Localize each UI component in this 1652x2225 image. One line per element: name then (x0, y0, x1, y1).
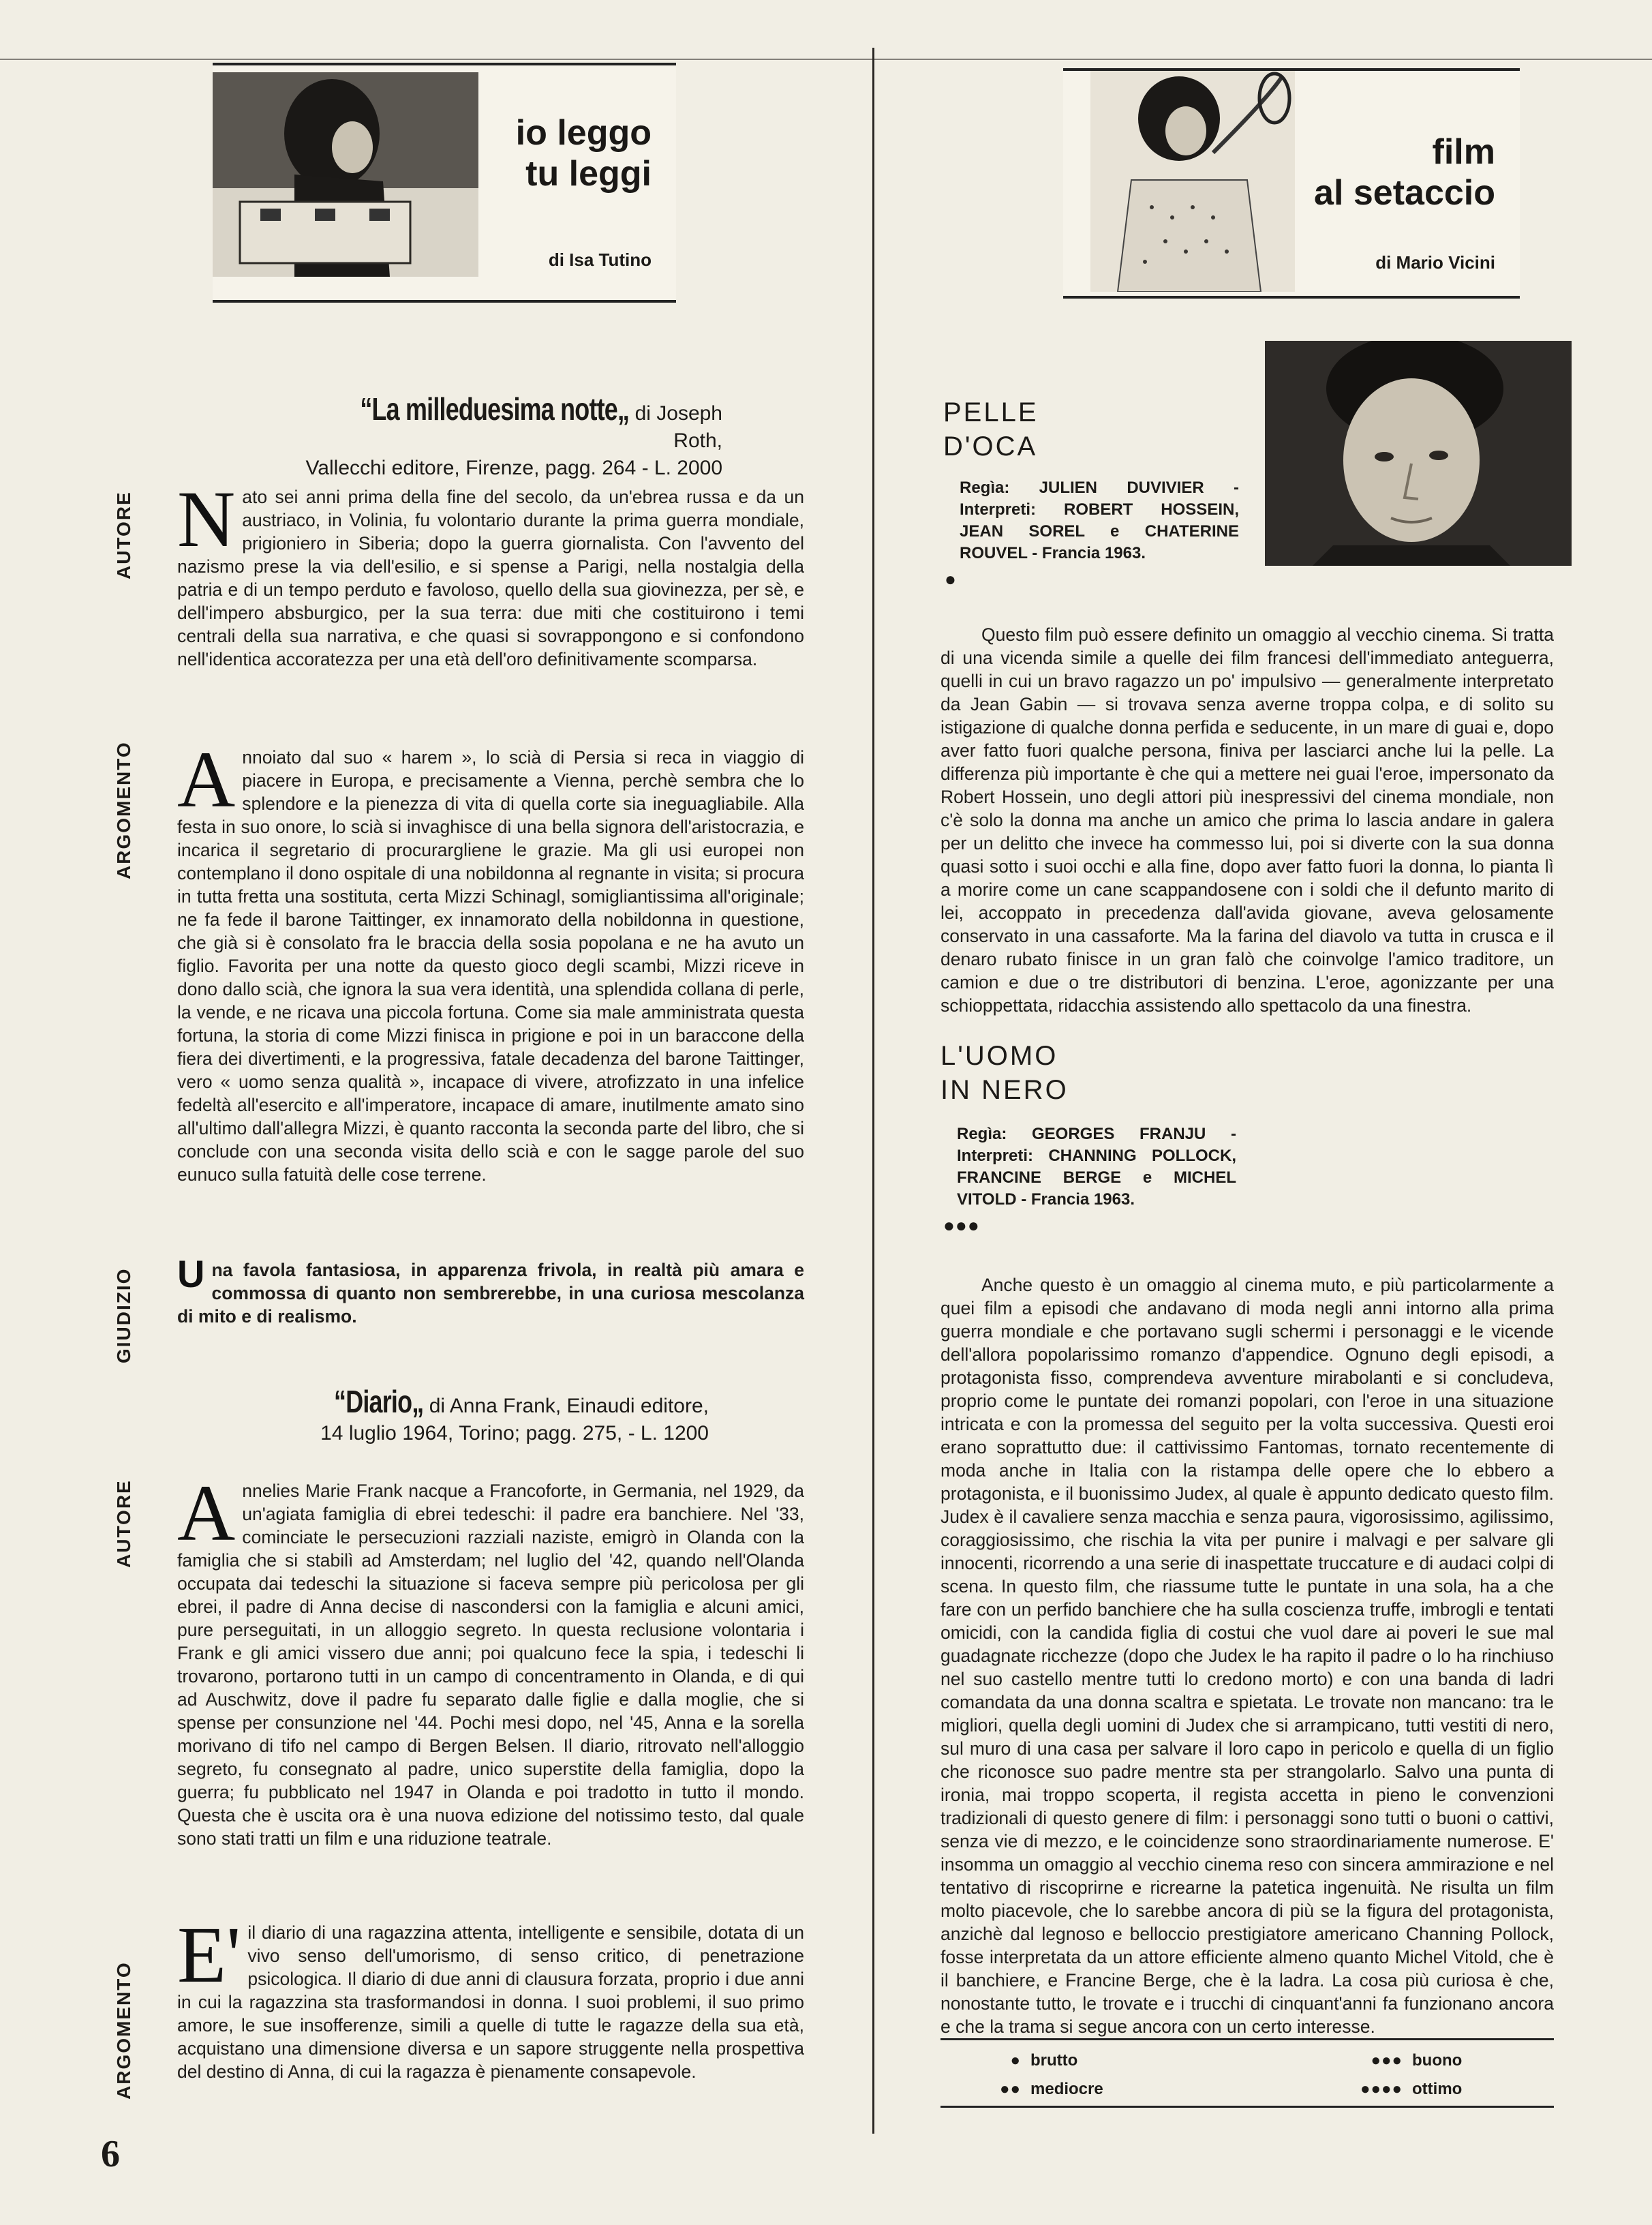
label-autore-1: AUTORE (113, 491, 134, 579)
book2-meta1: di Anna Frank, Einaudi editore, (423, 1395, 709, 1417)
book2-title-block (232, 1384, 709, 1447)
film2-title-line2: IN NERO (940, 1075, 1069, 1105)
book1-argomento-text: nnoiato dal suo « harem », lo scià di Persia si reca in viaggio di piacere in Europa, e precisamente a Vienna, perchè sembra che lo splendore e la pienezza di vita di quella corte sia ineguagliabile. Alla festa in suo onore, lo scià si invaghisce di una bella signora dell'aristocrazia, e incarica il segretario di procurargliene le grazie. Ma gli usi europei non contemplano il dono ospitale di una nobildonna al regnante in visita; si procura in tutta fretta una sostituta, certa Mizzi Schinagl, somigliantissima all'originale; ne fa fede il barone Taittinger, ex innamorato della nobildonna in questione, che già si è consolato fra le braccia della sosia popolana e ne ha avuto un figlio. Favorita per una notte da questo gioco degli scambi, Mizzi riceve in dono dallo scià, che ignora la sua vera identità, una splendida collana di perle, la vende, e ne ricava una piccola fortuna. Come sia male amministrata questa fortuna, la storia di come Mizzi finisca in prigione e poi in un baraccone della fiera dei divertimenti, e la progressiva, fatale decadenza del barone Taittinger, vero « uomo senza qualità », incapace di vivere, atrofizzato in una infelice fedeltà all'esercito e all'imperatore, incapace di amare, inutilmente amato sino all'ultimo dall'allegra Mizzi, è quanto racconta la seconda parte del libro, che si conclude con una seconda visita dello scià e con le sagge parole del suo eunuco sulla fatuità delle cose terrene. (177, 747, 804, 1185)
legend-item-brutto (968, 2051, 1077, 2070)
film1-title-line2: D'OCA (943, 432, 1038, 461)
label-autore-2: AUTORE (113, 1479, 134, 1568)
right-header-title-line2: al setaccio (1314, 172, 1495, 213)
label-argomento-2: ARGOMENTO (113, 1961, 134, 2100)
film1-credits: Regìa: JULIEN DUVIVIER - Interpreti: ROBERT HOSSEIN, JEAN SOREL e CHATERINE ROUVEL - Francia 1963. (960, 479, 1239, 562)
film-photo (1090, 71, 1295, 292)
film1-title-line1: PELLE (943, 397, 1039, 427)
reader-photo (213, 72, 478, 277)
book1-giudizio-text: na favola fantasiosa, in apparenza frivola, in realtà più amara e commossa di quanto non sembrerebbe, in una curiosa mescolanza di mito e di realismo. (177, 1260, 804, 1327)
right-header-box (1063, 68, 1520, 299)
book2-autore-paragraph (177, 1468, 804, 1850)
left-header-title-line2: tu leggi (525, 153, 652, 194)
rating-legend (940, 2038, 1554, 2108)
page-number: 6 (101, 2133, 120, 2175)
right-header-byline: di Mario Vicini (1375, 252, 1495, 273)
film1-title (943, 395, 1039, 464)
legend-item-ottimo (1349, 2080, 1462, 2099)
book1-autore-dropcap: N (177, 474, 236, 564)
legend-item-buono (1349, 2051, 1462, 2070)
label-giudizio-1: GIUDIZIO (113, 1267, 134, 1363)
legend-item-mediocre (968, 2080, 1103, 2099)
book1-title: “La milleduesima notte„ (360, 391, 630, 427)
reader-photo-image (213, 72, 478, 277)
book1-autore-paragraph (177, 474, 804, 671)
left-header-byline: di Isa Tutino (548, 249, 652, 270)
book2-argomento-paragraph (177, 1910, 804, 2083)
book1-title-block (232, 391, 722, 482)
legend-label-brutto: brutto (1030, 2051, 1078, 2070)
legend-dots-ottimo: ●●●● (1360, 2080, 1403, 2098)
book2-autore-text: nnelies Marie Frank nacque a Francoforte, in Germania, nel 1929, da un'agiata famiglia di ebrei tedeschi: il padre era banchiere. Nel '33, cominciate le persecuzioni razziali naziste, emigrò in Olanda con la famiglia che si stabilì ad Amsterdam; nel luglio del '42, quando nell'Olanda occupata dai tedeschi la situazione si faceva sempre più pericolosa per gli ebrei, il padre di Anna decise di nascondersi con la famiglia e alcuni amici, pure perseguitati, in un alloggio segreto. In questa reclusione volontaria i Frank e gli amici vissero due anni; poi qualcuno fece la spia, i tedeschi li trovarono, portarono tutti in un campo di concentramento in Olanda, e di qui ad Auschwitz, dove il padre fu separato dalle figlie e dalla moglie, che si spense per consunzione nel '44. Pochi mesi dopo, nel '45, Anna e la sorella morivano di tifo nel campo di Bergen Belsen. Il diario, ritrovato nell'alloggio segreto, fu consegnato al padre, unico superstite della famiglia, dopo la guerra; fu pubblicato nel 1947 in Olanda e poi tradotto in tutto il mondo. Questa che è uscita ora è una nuova edizione del notissimo testo, dal quale sono stati tratti un film e una riduzione teatrale. (177, 1481, 804, 1849)
film2-title (940, 1039, 1069, 1107)
left-header-title-line1: io leggo (515, 113, 652, 153)
legend-dots-buono: ●●● (1371, 2051, 1403, 2070)
book2-meta2: 14 luglio 1964, Torino; pagg. 275, - L. 1200 (320, 1422, 709, 1444)
right-header-title-line1: film (1432, 132, 1495, 172)
book2-title: “Diario„ (334, 1384, 424, 1419)
film2-rating: ●●● (943, 1215, 980, 1236)
book1-argomento-dropcap: A (177, 735, 236, 824)
label-argomento-1: ARGOMENTO (113, 741, 134, 879)
legend-label-ottimo: ottimo (1412, 2080, 1463, 2098)
film2-review: Anche questo è un omaggio al cinema muto, e più particolarmente a quei film a episodi che andavano di moda negli anni intorno alla prima guerra mondiale e che portavano sugli schermi i personaggi e le vicende dell'allora popolarissimo romanzo d'appendice. Ognuno degli episodi, a protagonista fisso, comprendeva avventure mirabolanti e si concludeva, proprio come le puntate dei romanzi popolari, con l'eroe in una situazione intricata e con la promessa del seguito per la volta successiva. Questi eroi erano soprattutto due: il cattivissimo Fantomas, tornato recentemente di moda anche in Italia con la ristampa delle opere che lo ebbero a protagonista, e il buonissimo Judex, al quale è appunto dedicato questo film. Judex è il cavaliere senza macchia e senza paura, vigorosissimo, agilissimo, coraggiosissimo, che rischia la vita per punire i malvagi e per salvare gli innocenti, ricorrendo a una serie di inaspettate truccature e di audaci colpi di scena. In questo film, che riassume tutte le puntate in una sola, ha a che fare con un perfido banchiere che ha sulla coscienza truffe, imbrogli e tentati omicidi, con la candida figlia di costui che vuol dare ai poveri le sue mal guadagnate ricchezze (dopo che Judex le ha rapito il padre o lo ha rinchiuso nel suo castello mentre tutti lo credono morto) e con una banda di ladri comandata da una donna scaltra e spietata. Le trovate non mancano: tra le migliori, quella degli uomini di Judex che si arrampicano, tutti vestiti di nero, sul muro di una casa per salvare il loro capo in pericolo e quella di un figlio che riconosce suo padre mentre sta per strangolarlo. Salvo una punta di ironia, mai troppo scoperta, il regista accetta in pieno le convenzioni tradizionali di questo genere di film: i personaggi sono tutti o buoni o cattivi, senza vie di mezzo, e le coincidenze sono straordinariamente numerose. E' insomma un omaggio al vecchio cinema reso con sincera ammirazione e nel tentativo di riscoprirne e ricrearne la patetica ingenuità. Ne risulta un film molto piacevole, che lo sarebbe ancora di più se la figura del protagonista, anzichè dal legnoso e belloccio prestigiatore americano Channing Pollock, fosse interpretata da un attore efficiente almeno quanto Michel Vitold, che è il banchiere, e Francine Berge, che è la ladra. La cosa più curiosa è che, nonostante tutto, le trovate e i trucchi di cinquant'anni fa funzionano ancora e che la trama si segue ancora con un certo interesse. (940, 1275, 1554, 2037)
film1-rating: ● (945, 569, 957, 590)
legend-dots-brutto: ● (1010, 2051, 1021, 2070)
legend-label-mediocre: mediocre (1030, 2080, 1103, 2098)
left-header-title (516, 113, 652, 195)
column-divider (872, 48, 874, 2134)
book2-autore-dropcap: A (177, 1468, 236, 1558)
legend-label-buono: buono (1412, 2051, 1463, 2070)
film1-review: Questo film può essere definito un omaggio al vecchio cinema. Si tratta di una vicenda simile a quelle dei film francesi dell'immediato anteguerra, quelli in cui un bravo ragazzo un po' impulsivo — generalmente interpretato da Jean Gabin — si trovava senza averne troppa colpa, e di solito su istigazione di qualche donna perfida e seducente, in un mare di guai e, dopo aver fatto fuori qualche persona, finiva per lasciarci anche lui la pelle. La differenza più importante è che qui a mettere nei guai l'eroe, impersonato da Robert Hossein, uno degli attori più inespressivi del cinema mondiale, non c'è solo la donna ma anche un amico che prima lo lascia andare in galera per un delitto che invece ha commesso lui, poi si diverte con la sua donna quasi sotto i suoi occhi e alla fine, dopo aver fatto fuori la donna, lo pianta lì a morire come un cane scappandosene con i soldi che il defunto marito di lei, accoppato in precedenza dall'avida giovane, aveva gelosamente conservato in una cassaforte. Ma la farina del diavolo va tutta in crusca e il denaro rubato finisce in un gran falò che coinvolge l'amico traditore, un camion e due o tre distributori di benzina. L'eroe, agonizzante per una schioppettata, ridacchia assistendo allo spettacolo da una finestra. (940, 624, 1554, 1016)
book1-giudizio-paragraph (177, 1252, 804, 1328)
book1-giudizio-dropcap: U (177, 1252, 205, 1295)
left-header-box (213, 63, 676, 303)
book2-argomento-dropcap: E' (177, 1910, 241, 1999)
film2-credits: Regìa: GEORGES FRANJU - Interpreti: CHANNING POLLOCK, FRANCINE BERGE e MICHEL VITOLD - Francia 1963. (957, 1125, 1236, 1209)
actor-photo-image (1265, 341, 1572, 566)
book1-meta1: di Joseph Roth, (629, 402, 722, 452)
book2-argomento-text: il diario di una ragazzina attenta, intelligente e sensibile, dotata di un vivo senso dell'umorismo, di senso critico, di penetrazione psicologica. Il diario di due anni di clausura forzata, proprio i due anni in cui la ragazzina sta trasformandosi in donna. I suoi problemi, il suo primo amore, le sue insofferenze, simili a quelle di tutte le ragazze della sua età, acquistano una dimensione diversa e un sapore struggente nella prospettiva del destino di Anna, di cui la ragazza è pienamente consapevole. (177, 1922, 804, 2082)
book1-argomento-paragraph (177, 735, 804, 1186)
book1-autore-text: ato sei anni prima della fine del secolo, da un'ebrea russa e da un austriaco, in Volinia, fu volontario durante la prima guerra mondiale, prigioniero in Siberia; dopo la guerra giornalista. Con l'avvento del nazismo prese la via dell'esilio, e si spense a Parigi, nella nostalgia della patria e di un tempo perduto e favoloso, quello della sua giovinezza, per sè, e dell'impero absburgico, per la sua terra: due miti che costituirono i temi centrali della sua narrativa, e che quasi si sovrappongono e si confondono nell'identica accoratezza per una età dell'oro definitivamente scomparsa. (177, 487, 804, 669)
legend-dots-mediocre: ●● (1000, 2080, 1021, 2098)
film-photo-image (1090, 71, 1295, 292)
top-rule (0, 59, 1652, 60)
actor-photo (1265, 341, 1572, 566)
book1-meta2: Vallecchi editore, Firenze, pagg. 264 - L. 2000 (305, 457, 722, 479)
film2-title-line1: L'UOMO (940, 1041, 1058, 1071)
right-header-title (1314, 132, 1495, 214)
